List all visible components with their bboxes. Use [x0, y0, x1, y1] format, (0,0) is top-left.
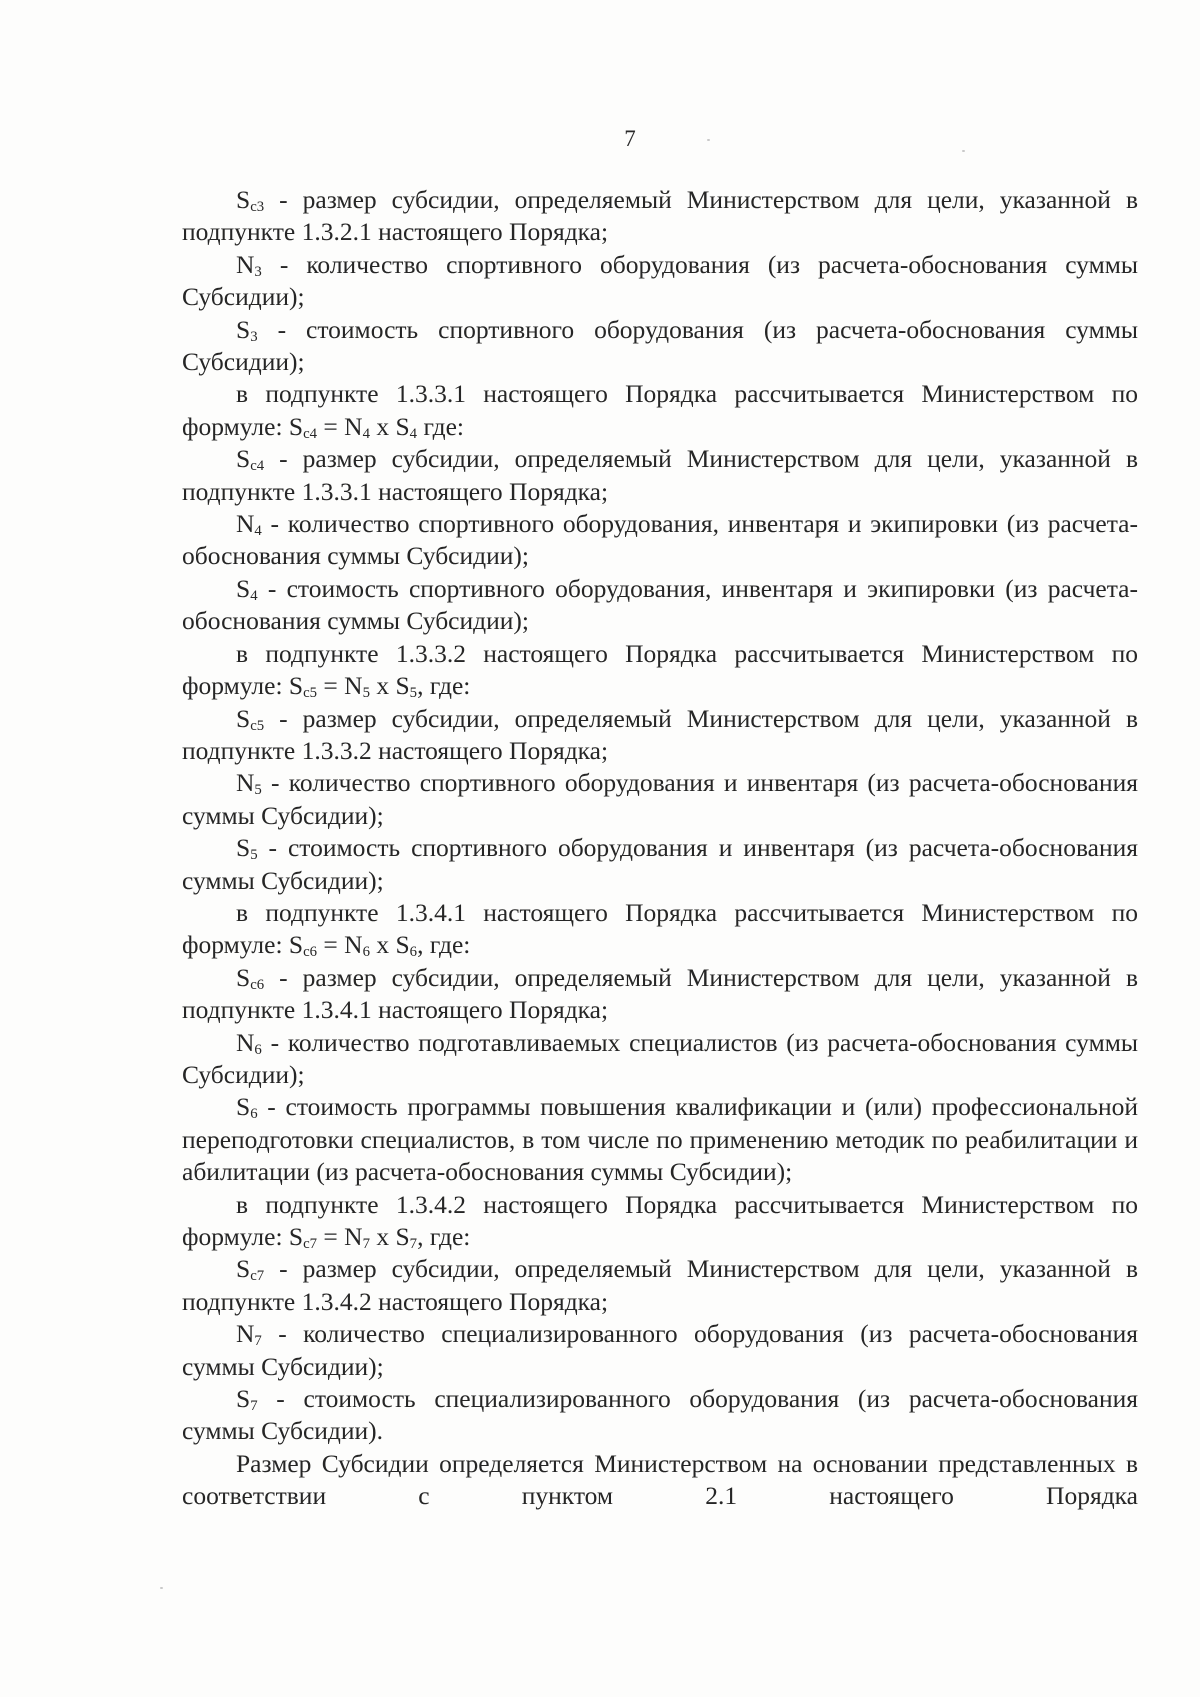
paragraph-sc7-definition [182, 1253, 1138, 1318]
symbol-subscript: 5 [254, 782, 262, 799]
formula-subscript: c5 [303, 685, 318, 702]
paragraph-formula-1331 [182, 378, 1138, 443]
symbol: S [236, 314, 251, 344]
formula-part: x S [369, 1222, 410, 1251]
paragraph-formula-1342 [182, 1189, 1138, 1254]
paragraph-sc4-definition [182, 443, 1138, 508]
paragraph-formula-1332 [182, 638, 1138, 703]
paragraph-s5-definition [182, 832, 1138, 897]
symbol-subscript: 3 [254, 263, 262, 280]
formula-subscript: 5 [409, 685, 418, 702]
definition-text: - стоимость спортивного оборудования (из расчета-обоснования суммы Субсидии); [182, 314, 1138, 377]
symbol-subscript: c5 [250, 717, 265, 734]
definition-text: - размер субсидии, определяемый Министерством для цели, указанной в подпункте 1.3.4.1 настоящего Порядка; [182, 962, 1138, 1025]
formula-subscript: c6 [303, 944, 318, 961]
formula-subscript: c4 [303, 425, 318, 442]
definition-text: - стоимость программы повышения квалификации и (или) профессиональной переподготовки специалистов, в том числе по применению методик по реабилитации и абилитации (из расчета-обоснования суммы Субсидии); [182, 1092, 1138, 1187]
symbol-subscript: c3 [250, 198, 265, 215]
scan-speck [707, 139, 710, 141]
paragraph-n3-definition [182, 249, 1138, 314]
scan-speck [160, 1587, 163, 1589]
formula-part: = N [317, 671, 363, 701]
paragraph-sc5-definition [182, 703, 1138, 768]
definition-text: - количество спортивного оборудования, инвентаря и экипировки (из расчета-обоснования суммы Субсидии); [182, 509, 1138, 571]
symbol: S [236, 962, 251, 992]
paragraph-n4-definition [182, 508, 1138, 573]
scan-speck [962, 150, 965, 152]
formula-intro: в подпункте 1.3.4.2 настоящего Порядка рассчитывается Министерством по формуле: S [182, 1189, 1138, 1251]
definition-text: - стоимость спортивного оборудования и инвентаря (из расчета-обоснования суммы Субсидии); [182, 833, 1138, 895]
symbol-subscript: 4 [250, 587, 258, 604]
paragraph-s7-definition [182, 1383, 1138, 1448]
symbol-subscript: 6 [254, 1041, 262, 1058]
definition-text: - количество специализированного оборудования (из расчета-обоснования суммы Субсидии); [182, 1319, 1138, 1381]
formula-part: = N [317, 1222, 363, 1251]
symbol: N [236, 509, 255, 539]
formula-subscript: 5 [362, 685, 370, 702]
definition-text: - размер субсидии, определяемый Министерством для цели, указанной в подпункте 1.3.3.2 настоящего Порядка; [182, 703, 1138, 765]
formula-tail: , где: [417, 1222, 471, 1251]
symbol-subscript: c7 [250, 1268, 265, 1285]
definition-text: - размер субсидии, определяемый Министерством для цели, указанной в подпункте 1.3.3.1 настоящего Порядка; [182, 444, 1138, 506]
formula-part: = N [317, 411, 363, 441]
symbol: S [236, 703, 251, 733]
symbol-subscript: 6 [250, 1106, 258, 1123]
paragraph-n6-definition [182, 1027, 1138, 1092]
formula-intro: в подпункте 1.3.3.1 настоящего Порядка рассчитывается Министерством по формуле: S [182, 379, 1138, 441]
formula-subscript: 6 [362, 944, 370, 961]
document-body [182, 184, 1138, 1513]
formula-part: x S [369, 671, 410, 701]
definition-text: - стоимость специализированного оборудования (из расчета-обоснования суммы Субсидии). [182, 1384, 1138, 1446]
formula-tail: , где: [417, 930, 471, 960]
formula-subscript: 6 [409, 944, 418, 961]
symbol: S [236, 1384, 251, 1414]
symbol: S [236, 1254, 251, 1284]
paragraph-s3-definition [182, 314, 1138, 379]
paragraph-s6-definition [182, 1091, 1138, 1188]
symbol: S [236, 444, 251, 474]
paragraph-formula-1341 [182, 897, 1138, 962]
definition-text: - количество спортивного оборудования и инвентаря (из расчета-обоснования суммы Субсидии); [182, 768, 1138, 830]
formula-tail: где: [417, 411, 465, 441]
symbol: N [236, 768, 255, 798]
formula-part: = N [317, 930, 363, 960]
paragraph-s4-definition [182, 573, 1138, 638]
formula-subscript: 7 [362, 1235, 370, 1252]
formula-tail: , где: [417, 671, 471, 701]
paragraph-subsidy-size [182, 1448, 1138, 1513]
page-number: 7 [624, 126, 636, 151]
symbol: N [236, 249, 255, 279]
formula-intro: в подпункте 1.3.4.1 настоящего Порядка рассчитывается Министерством по формуле: S [182, 897, 1138, 960]
symbol-subscript: 5 [250, 847, 258, 864]
symbol: N [236, 1319, 255, 1349]
symbol: S [236, 833, 251, 863]
definition-text: - стоимость спортивного оборудования, инвентаря и экипировки (из расчета-обоснования суммы Субсидии); [182, 573, 1138, 636]
symbol-subscript: 3 [250, 328, 258, 345]
formula-subscript: c7 [303, 1235, 318, 1252]
formula-subscript: 4 [362, 425, 370, 442]
formula-part: x S [369, 930, 410, 960]
symbol-subscript: 7 [250, 1397, 258, 1414]
formula-subscript: 7 [409, 1235, 418, 1252]
definition-text: - количество спортивного оборудования (из расчета-обоснования суммы Субсидии); [182, 249, 1138, 312]
paragraph-text: Размер Субсидии определяется Министерством на основании представленных в соответствии с пунктом 2.1 настоящего Порядка [182, 1448, 1138, 1511]
definition-text: - размер субсидии, определяемый Министерством для цели, указанной в подпункте 1.3.2.1 настоящего Порядка; [182, 185, 1138, 247]
symbol: S [236, 185, 251, 214]
symbol: S [236, 1092, 251, 1122]
symbol: N [236, 1027, 255, 1057]
paragraph-sc6-definition [182, 962, 1138, 1027]
paragraph-n5-definition [182, 767, 1138, 832]
definition-text: - количество подготавливаемых специалистов (из расчета-обоснования суммы Субсидии); [182, 1027, 1138, 1089]
paragraph-n7-definition [182, 1318, 1138, 1383]
definition-text: - размер субсидии, определяемый Министерством для цели, указанной в подпункте 1.3.4.2 настоящего Порядка; [182, 1254, 1138, 1316]
symbol: S [236, 573, 251, 603]
symbol-subscript: 7 [254, 1333, 262, 1350]
formula-intro: в подпункте 1.3.3.2 настоящего Порядка рассчитывается Министерством по формуле: S [182, 638, 1138, 701]
paragraph-sc3-definition [182, 184, 1138, 249]
symbol-subscript: c4 [250, 458, 265, 475]
formula-subscript: 4 [409, 425, 418, 442]
symbol-subscript: c6 [250, 976, 265, 993]
formula-part: x S [369, 411, 410, 441]
symbol-subscript: 4 [254, 523, 262, 540]
